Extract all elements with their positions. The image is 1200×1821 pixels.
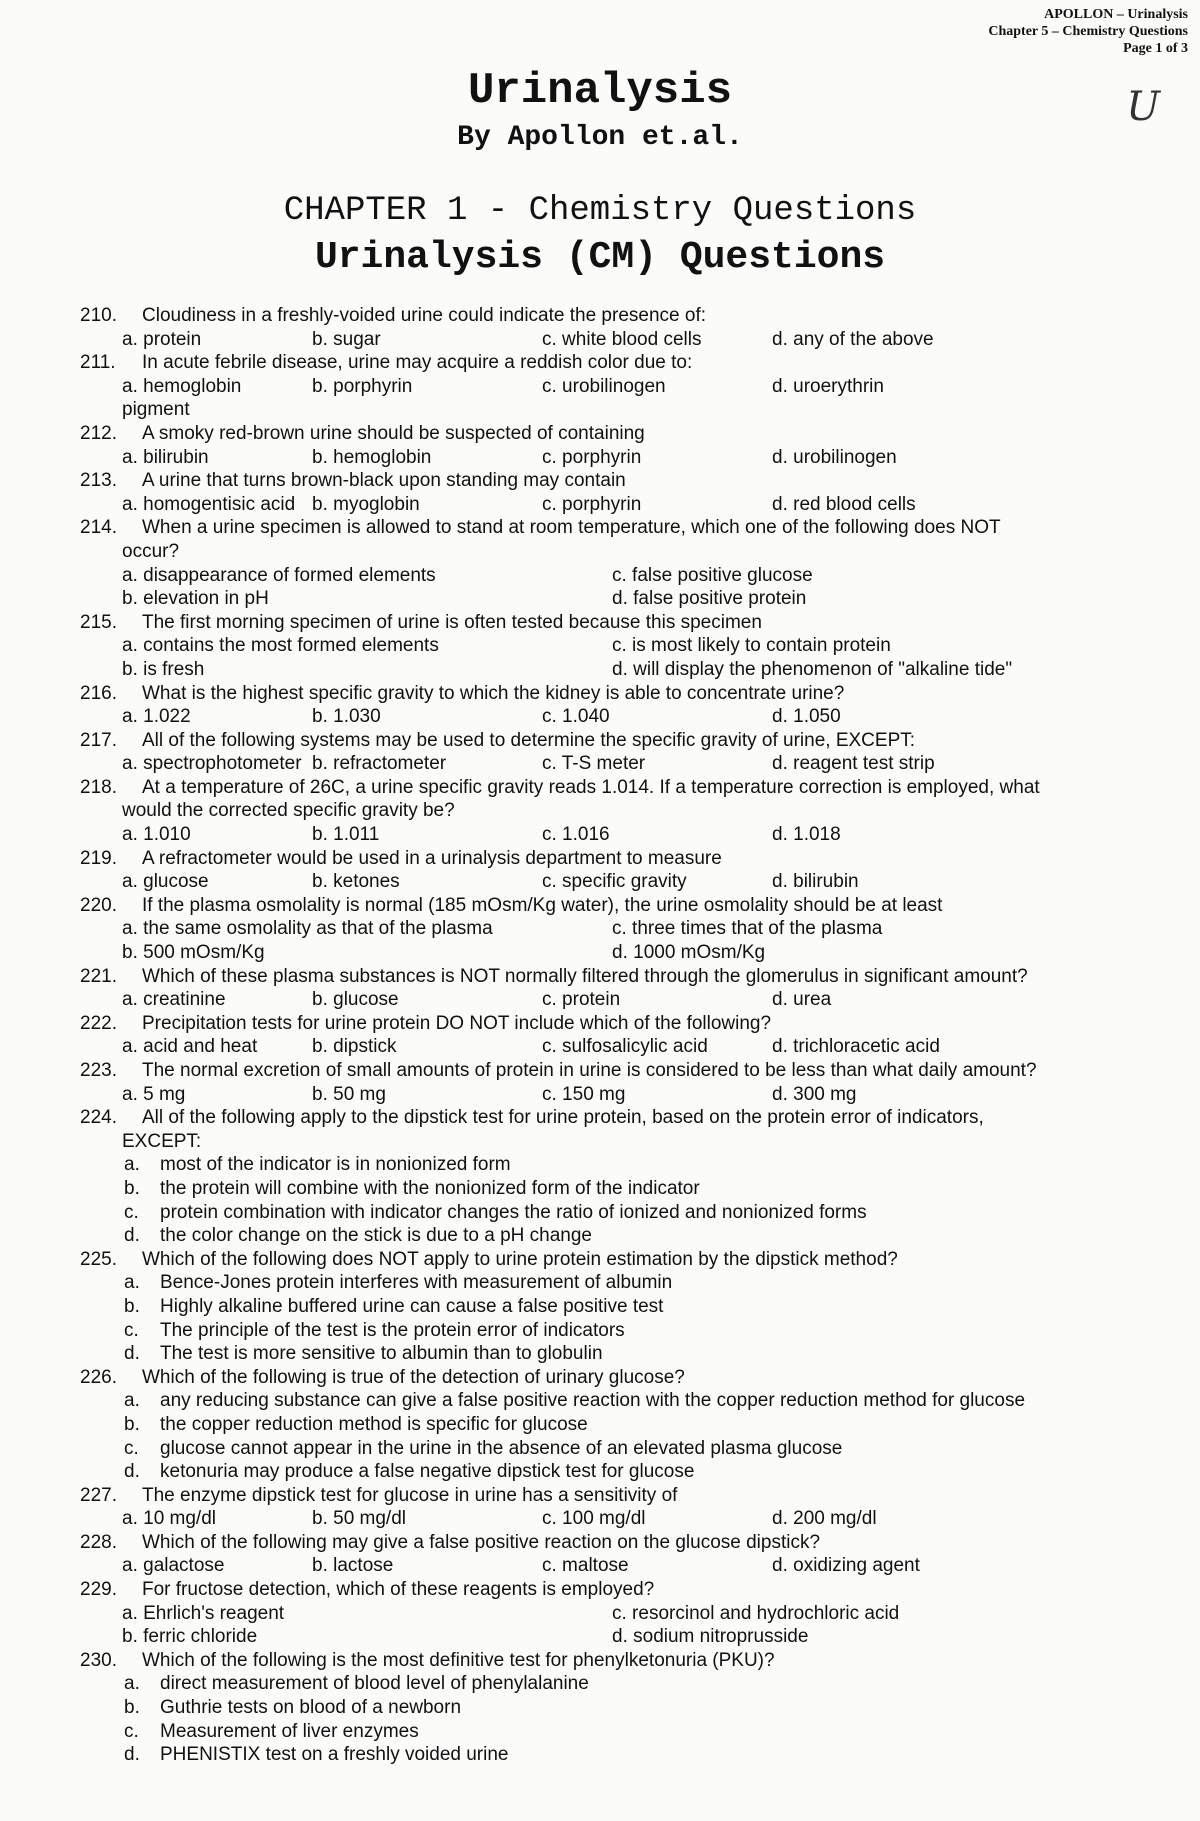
answer-text: protein combination with indicator changes the ratio of ionized and nonionized forms <box>160 1201 867 1223</box>
answer-option: c. 1.016 <box>542 824 610 846</box>
answer-option: b. myoglobin <box>312 493 420 515</box>
answer-option: b. 1.030 <box>312 706 381 728</box>
answer-option: a. contains the most formed elements <box>122 635 439 657</box>
question-item <box>80 847 1180 894</box>
answer-option <box>124 1295 1180 1319</box>
answer-option: b. hemoglobin <box>312 446 432 468</box>
answer-option <box>124 1342 1180 1366</box>
question-text-continued: would the corrected specific gravity be? <box>122 800 455 822</box>
question-text: At a temperature of 26C, a urine specific gravity reads 1.014. If a temperature correction is employed, what <box>142 776 1040 798</box>
answer-option: d. urea <box>772 989 832 1011</box>
question-text: Precipitation tests for urine protein DO NOT include which of the following? <box>142 1012 772 1034</box>
answer-text: Measurement of liver enzymes <box>160 1720 419 1742</box>
question-text: All of the following apply to the dipstick test for urine protein, based on the protein error of indicators, <box>142 1107 984 1129</box>
question-list <box>80 304 1180 1767</box>
answer-option: b. sugar <box>312 328 381 350</box>
answer-option <box>124 1413 1180 1437</box>
question-number: 218. <box>80 776 117 798</box>
answer-row <box>80 446 1180 470</box>
answer-text: ketonuria may produce a false negative dipstick test for glucose <box>160 1461 695 1483</box>
question-item <box>80 776 1180 847</box>
answer-option <box>124 1743 1180 1767</box>
question-text: When a urine specimen is allowed to stand at room temperature, which one of the following does NOT <box>142 517 1001 539</box>
answer-option: a. bilirubin <box>122 446 209 468</box>
answer-letter: d. <box>124 1343 140 1365</box>
answer-letter: a. <box>124 1390 140 1412</box>
question-item <box>80 1059 1180 1106</box>
answer-option: c. is most likely to contain protein <box>612 635 891 657</box>
question-header <box>80 894 1180 918</box>
question-number: 216. <box>80 682 117 704</box>
question-text-continued: EXCEPT: <box>122 1130 202 1152</box>
question-text: Which of these plasma substances is NOT normally filtered through the glomerulus in significant amount? <box>142 965 1028 987</box>
answer-option: c. white blood cells <box>542 328 702 350</box>
answer-letter: a. <box>124 1154 140 1176</box>
question-header <box>80 776 1180 800</box>
question-header <box>80 1012 1180 1036</box>
answer-row <box>80 1507 1180 1531</box>
answer-option: b. porphyrin <box>312 375 413 397</box>
question-text: A smoky red-brown urine should be suspected of containing <box>142 422 645 444</box>
answer-option <box>124 1696 1180 1720</box>
header-page-number: Page 1 of 3 <box>1123 41 1188 56</box>
question-text: Which of the following does NOT apply to urine protein estimation by the dipstick method? <box>142 1248 898 1270</box>
answer-option: c. 1.040 <box>542 706 610 728</box>
answer-text: most of the indicator is in nonionized form <box>160 1154 511 1176</box>
question-number: 214. <box>80 517 117 539</box>
question-item <box>80 1531 1180 1578</box>
question-header <box>80 1484 1180 1508</box>
answer-option: c. maltose <box>542 1555 629 1577</box>
question-text: Which of the following is the most definitive test for phenylketonuria (PKU)? <box>142 1649 775 1671</box>
question-text: What is the highest specific gravity to which the kidney is able to concentrate urine? <box>142 682 845 704</box>
answer-row <box>80 823 1180 847</box>
answer-option: a. 10 mg/dl <box>122 1508 216 1530</box>
answer-text: Highly alkaline buffered urine can cause a false positive test <box>160 1295 664 1317</box>
question-text: The first morning specimen of urine is often tested because this specimen <box>142 611 762 633</box>
answer-option: a. the same osmolality as that of the plasma <box>122 918 493 940</box>
answer-letter: a. <box>124 1272 140 1294</box>
question-header <box>80 682 1180 706</box>
answer-text: Bence-Jones protein interferes with measurement of albumin <box>160 1272 673 1294</box>
answer-option: a. Ehrlich's reagent <box>122 1602 285 1624</box>
question-number: 228. <box>80 1531 117 1553</box>
answer-option: d. any of the above <box>772 328 934 350</box>
answer-option: a. acid and heat <box>122 1036 258 1058</box>
question-number: 225. <box>80 1248 117 1270</box>
answer-row <box>80 917 1180 941</box>
page-header <box>928 6 1188 57</box>
question-header <box>80 469 1180 493</box>
answer-option: c. T-S meter <box>542 753 646 775</box>
question-text: A urine that turns brown-black upon standing may contain <box>142 470 626 492</box>
answer-row <box>80 870 1180 894</box>
answer-option: d. red blood cells <box>772 493 916 515</box>
question-header <box>80 422 1180 446</box>
answer-option: c. 100 mg/dl <box>542 1508 646 1530</box>
answer-row <box>80 1602 1180 1626</box>
question-header <box>80 1578 1180 1602</box>
section-subtitle: Urinalysis (CM) Questions <box>314 236 886 279</box>
answer-option: c. sulfosalicylic acid <box>542 1036 708 1058</box>
answer-option: a. disappearance of formed elements <box>122 564 436 586</box>
answer-option: b. refractometer <box>312 753 447 775</box>
answer-option <box>124 1224 1180 1248</box>
question-item <box>80 1012 1180 1059</box>
answer-letter: c. <box>124 1437 139 1459</box>
header-chapter: Chapter 5 – Chemistry Questions <box>988 24 1188 39</box>
question-item <box>80 1248 1180 1366</box>
question-item <box>80 1366 1180 1484</box>
question-text: In acute febrile disease, urine may acquire a reddish color due to: <box>142 352 693 374</box>
answer-letter: b. <box>124 1697 140 1719</box>
answer-option <box>124 1437 1180 1461</box>
question-item <box>80 469 1180 516</box>
question-item <box>80 304 1180 351</box>
question-header <box>80 965 1180 989</box>
answer-text: PHENISTIX test on a freshly voided urine <box>160 1744 509 1766</box>
answer-text: the copper reduction method is specific for glucose <box>160 1413 588 1435</box>
question-number: 212. <box>80 422 117 444</box>
question-item <box>80 894 1180 965</box>
answer-row <box>80 1083 1180 1107</box>
question-item <box>80 965 1180 1012</box>
question-text: A refractometer would be used in a urinalysis department to measure <box>142 847 722 869</box>
answer-text: The principle of the test is the protein error of indicators <box>160 1319 625 1341</box>
answer-option: d. 1.050 <box>772 706 841 728</box>
answer-list <box>80 1271 1180 1365</box>
answer-letter: d. <box>124 1461 140 1483</box>
answer-letter: b. <box>124 1295 140 1317</box>
answer-list <box>80 1672 1180 1766</box>
answer-text: the protein will combine with the nonionized form of the indicator <box>160 1177 700 1199</box>
question-header <box>80 847 1180 871</box>
header-doc-title: APOLLON – Urinalysis <box>1044 7 1188 22</box>
question-number: 219. <box>80 847 117 869</box>
answer-text: direct measurement of blood level of phenylalanine <box>160 1673 589 1695</box>
answer-row <box>80 493 1180 517</box>
answer-option: d. oxidizing agent <box>772 1555 920 1577</box>
answer-letter: a. <box>124 1673 140 1695</box>
answer-text: The test is more sensitive to albumin than to globulin <box>160 1343 603 1365</box>
answer-option: a. spectrophotometer <box>122 753 302 775</box>
question-number: 221. <box>80 965 117 987</box>
question-item <box>80 351 1180 422</box>
answer-option: c. protein <box>542 989 621 1011</box>
answer-option: d. false positive protein <box>612 588 807 610</box>
question-number: 213. <box>80 470 117 492</box>
answer-option: a. galactose <box>122 1555 225 1577</box>
question-item <box>80 1484 1180 1531</box>
answer-option: c. 150 mg <box>542 1083 626 1105</box>
answer-option: b. 50 mg <box>312 1083 386 1105</box>
question-item <box>80 1649 1180 1767</box>
question-header <box>80 351 1180 375</box>
answer-option: d. will display the phenomenon of "alkaline tide" <box>612 658 1013 680</box>
answer-option: c. urobilinogen <box>542 375 666 397</box>
answer-option: b. ferric chloride <box>122 1626 258 1648</box>
question-item <box>80 729 1180 776</box>
answer-letter: c. <box>124 1720 139 1742</box>
question-number: 230. <box>80 1649 117 1671</box>
answer-row <box>80 988 1180 1012</box>
answer-letter: c. <box>124 1201 139 1223</box>
answer-option: a. hemoglobin pigment <box>122 375 242 421</box>
answer-option: b. elevation in pH <box>122 588 269 610</box>
answer-option: c. porphyrin <box>542 446 642 468</box>
question-item <box>80 516 1180 610</box>
answer-row <box>80 1625 1180 1649</box>
answer-option: b. is fresh <box>122 658 205 680</box>
answer-option <box>124 1672 1180 1696</box>
handwritten-mark: U <box>1126 84 1160 130</box>
chapter-heading: CHAPTER 1 - Chemistry Questions <box>283 192 917 230</box>
answer-list <box>80 1153 1180 1247</box>
answer-option: d. urobilinogen <box>772 446 897 468</box>
answer-option: b. glucose <box>312 989 399 1011</box>
question-header <box>80 1649 1180 1673</box>
question-number: 223. <box>80 1060 117 1081</box>
question-text: Which of the following is true of the detection of urinary glucose? <box>142 1366 685 1388</box>
question-number: 217. <box>80 729 117 751</box>
answer-option: d. uroerythrin <box>772 375 884 397</box>
answer-option: c. three times that of the plasma <box>612 918 883 940</box>
question-number: 224. <box>80 1107 117 1129</box>
question-text: Which of the following may give a false positive reaction on the glucose dipstick? <box>142 1531 821 1553</box>
answer-text: glucose cannot appear in the urine in the absence of an elevated plasma glucose <box>160 1437 843 1459</box>
answer-letter: b. <box>124 1413 140 1435</box>
answer-option: b. 500 mOsm/Kg <box>122 942 265 964</box>
question-header <box>80 1248 1180 1272</box>
answer-option: d. 200 mg/dl <box>772 1508 877 1530</box>
answer-option: a. glucose <box>122 871 209 893</box>
answer-option: d. 1000 mOsm/Kg <box>612 942 766 964</box>
question-number: 222. <box>80 1012 117 1034</box>
answer-option: a. homogentisic acid <box>122 493 296 515</box>
answer-letter: d. <box>124 1744 140 1766</box>
question-header <box>80 1531 1180 1555</box>
question-header <box>80 611 1180 635</box>
document-title: Urinalysis <box>467 66 733 116</box>
answer-option: a. 1.022 <box>122 706 191 728</box>
answer-option: c. resorcinol and hydrochloric acid <box>612 1602 900 1624</box>
answer-option: a. protein <box>122 328 202 350</box>
answer-option <box>124 1319 1180 1343</box>
question-number: 215. <box>80 611 117 633</box>
answer-option: a. 1.010 <box>122 824 191 846</box>
answer-text: any reducing substance can give a false positive reaction with the copper reduction method for glucose <box>160 1390 1026 1412</box>
answer-option <box>124 1153 1180 1177</box>
answer-option: b. ketones <box>312 871 400 893</box>
answer-list <box>80 1389 1180 1483</box>
document-author: By Apollon et.al. <box>457 122 743 153</box>
answer-option <box>124 1720 1180 1744</box>
answer-letter: d. <box>124 1225 140 1247</box>
answer-text: Guthrie tests on blood of a newborn <box>160 1697 462 1719</box>
question-text: The enzyme dipstick test for glucose in urine has a sensitivity of <box>142 1484 678 1506</box>
answer-option: a. creatinine <box>122 989 226 1011</box>
answer-option: d. bilirubin <box>772 871 859 893</box>
answer-row <box>80 1554 1180 1578</box>
question-number: 229. <box>80 1579 117 1601</box>
question-item <box>80 1106 1180 1248</box>
answer-row <box>80 634 1180 658</box>
answer-option: d. 300 mg <box>772 1083 857 1105</box>
question-header <box>80 1366 1180 1390</box>
answer-option: c. false positive glucose <box>612 564 813 586</box>
question-header <box>80 1059 1180 1083</box>
answer-row <box>80 1035 1180 1059</box>
question-header <box>80 516 1180 540</box>
answer-row <box>80 941 1180 965</box>
answer-row <box>80 658 1180 682</box>
question-text: For fructose detection, which of these reagents is employed? <box>142 1579 655 1601</box>
answer-option: d. 1.018 <box>772 824 841 846</box>
answer-option: a. 5 mg <box>122 1083 186 1105</box>
answer-option <box>124 1201 1180 1225</box>
question-number: 210. <box>80 305 117 326</box>
question-text: The normal excretion of small amounts of protein in urine is considered to be less than what daily amount? <box>142 1060 1037 1081</box>
question-number: 220. <box>80 894 117 916</box>
answer-option <box>124 1460 1180 1484</box>
answer-option: d. sodium nitroprusside <box>612 1626 809 1648</box>
answer-row <box>80 564 1180 588</box>
question-text: If the plasma osmolality is normal (185 mOsm/Kg water), the urine osmolality should be at least <box>142 894 943 916</box>
answer-option: b. 1.011 <box>312 824 380 846</box>
answer-option: d. trichloracetic acid <box>772 1036 940 1058</box>
answer-option: c. porphyrin <box>542 493 642 515</box>
question-item <box>80 1578 1180 1649</box>
answer-option: b. 50 mg/dl <box>312 1508 406 1530</box>
answer-option <box>124 1271 1180 1295</box>
question-header <box>80 304 1180 328</box>
answer-option <box>124 1389 1180 1413</box>
question-text-continued: occur? <box>122 540 180 562</box>
answer-option: b. dipstick <box>312 1036 397 1058</box>
answer-text: the color change on the stick is due to a pH change <box>160 1225 592 1247</box>
answer-letter: c. <box>124 1319 139 1341</box>
question-item <box>80 611 1180 682</box>
answer-letter: b. <box>124 1177 140 1199</box>
answer-row <box>80 328 1180 352</box>
answer-option: b. lactose <box>312 1555 394 1577</box>
question-number: 226. <box>80 1366 117 1388</box>
question-header <box>80 729 1180 753</box>
question-number: 227. <box>80 1484 117 1506</box>
answer-option: d. reagent test strip <box>772 753 935 775</box>
question-item <box>80 422 1180 469</box>
answer-option <box>124 1177 1180 1201</box>
question-text: All of the following systems may be used to determine the specific gravity of urine, EXCEPT: <box>142 729 916 751</box>
answer-row <box>80 375 1180 422</box>
answer-row <box>80 587 1180 611</box>
question-text: Cloudiness in a freshly-voided urine could indicate the presence of: <box>142 305 706 326</box>
question-item <box>80 682 1180 729</box>
answer-row <box>80 752 1180 776</box>
answer-option: c. specific gravity <box>542 871 687 893</box>
question-header <box>80 1106 1180 1130</box>
answer-row <box>80 705 1180 729</box>
question-number: 211. <box>80 352 116 374</box>
